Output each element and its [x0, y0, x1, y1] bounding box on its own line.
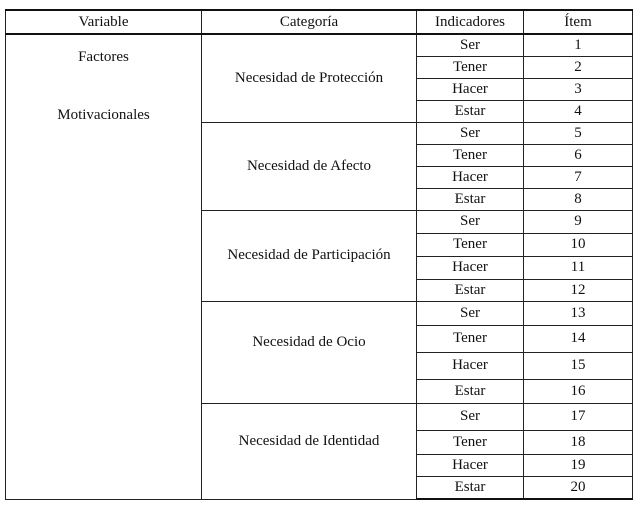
item-cell: 15	[524, 352, 633, 379]
indicator-cell: Ser	[417, 210, 524, 233]
item-cell: 4	[524, 100, 633, 122]
item-cell: 3	[524, 78, 633, 100]
item-cell: 20	[524, 476, 633, 499]
item-cell: 19	[524, 454, 633, 476]
indicator-cell: Tener	[417, 430, 524, 454]
item-cell: 12	[524, 279, 633, 301]
category-label: Necesidad de Participación	[227, 247, 391, 264]
item-cell: 17	[524, 403, 633, 430]
indicator-cell: Hacer	[417, 352, 524, 379]
item-cell: 1	[524, 34, 633, 56]
category-label: Necesidad de Afecto	[246, 157, 372, 174]
variables-table	[5, 9, 633, 500]
item-cell: 2	[524, 56, 633, 78]
header-indicadores: Indicadores	[417, 10, 524, 34]
category-label: Necesidad de Ocio	[252, 333, 366, 350]
indicator-cell: Estar	[417, 188, 524, 210]
item-cell: 13	[524, 301, 633, 325]
header-row	[6, 10, 633, 34]
indicator-cell: Hacer	[417, 454, 524, 476]
indicator-cell: Ser	[417, 122, 524, 144]
item-cell: 6	[524, 144, 633, 166]
category-cell	[202, 210, 417, 301]
indicator-cell: Tener	[417, 325, 524, 352]
item-cell: 18	[524, 430, 633, 454]
item-cell: 5	[524, 122, 633, 144]
category-cell	[202, 34, 417, 122]
indicator-cell: Tener	[417, 56, 524, 78]
header-categoria: Categoría	[202, 10, 417, 34]
category-label: Necesidad de Identidad	[238, 432, 380, 449]
item-cell: 10	[524, 233, 633, 256]
variable-line2: Motivacionales	[57, 107, 150, 123]
category-cell	[202, 122, 417, 210]
indicator-cell: Estar	[417, 279, 524, 301]
indicator-cell: Hacer	[417, 78, 524, 100]
item-cell: 11	[524, 256, 633, 279]
indicator-cell: Hacer	[417, 166, 524, 188]
item-cell: 7	[524, 166, 633, 188]
indicator-cell: Hacer	[417, 256, 524, 279]
indicator-cell: Estar	[417, 476, 524, 499]
item-cell: 8	[524, 188, 633, 210]
item-cell: 16	[524, 379, 633, 403]
variable-cell	[6, 34, 202, 499]
category-label: Necesidad de Protección	[234, 70, 384, 86]
indicator-cell: Estar	[417, 379, 524, 403]
header-variable: Variable	[6, 10, 202, 34]
indicator-cell: Ser	[417, 403, 524, 430]
indicator-cell: Ser	[417, 301, 524, 325]
indicator-cell: Tener	[417, 144, 524, 166]
item-cell: 14	[524, 325, 633, 352]
item-cell: 9	[524, 210, 633, 233]
indicator-cell: Ser	[417, 34, 524, 56]
category-cell	[202, 301, 417, 403]
indicator-cell: Estar	[417, 100, 524, 122]
indicator-cell: Tener	[417, 233, 524, 256]
table-row	[6, 34, 633, 56]
variable-line1: Factores	[78, 49, 129, 65]
category-cell	[202, 403, 417, 499]
header-item: Ítem	[524, 10, 633, 34]
